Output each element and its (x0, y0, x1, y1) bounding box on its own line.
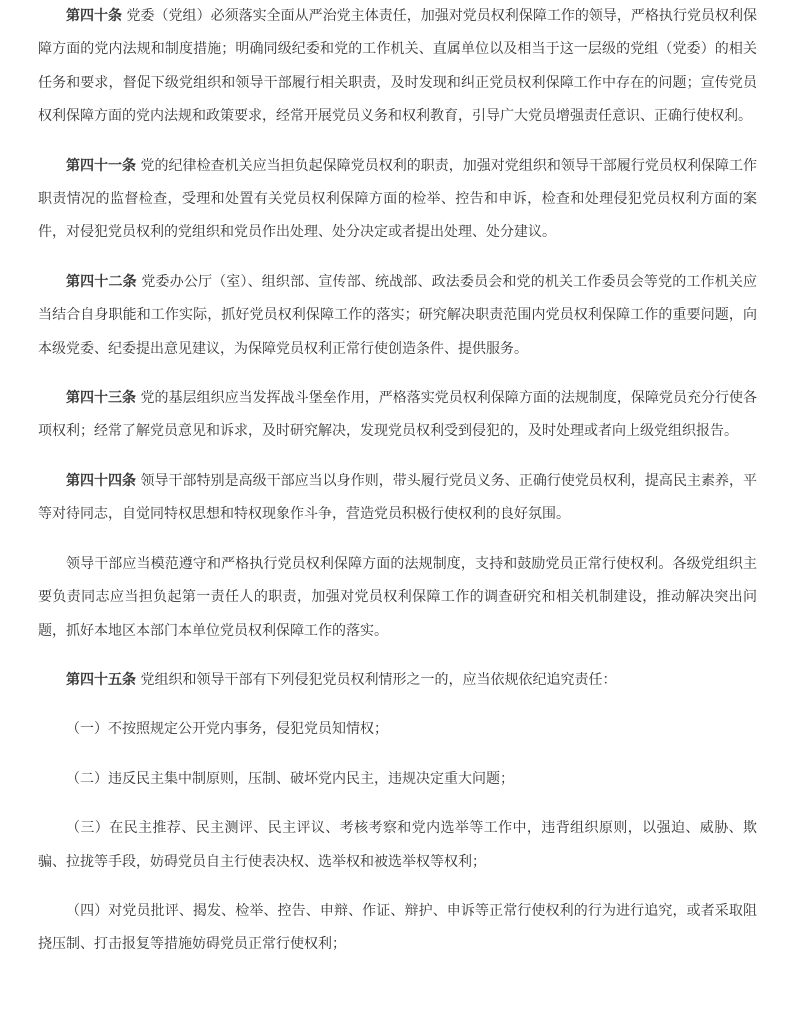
list-item-text: （三）在民主推荐、民主测评、民主评议、考核考察和党内选举等工作中，违背组织原则，以强迫、威胁、欺骗、拉拢等手段，妨碍党员自主行使表决权、选举权和被选举权等权利； (38, 820, 757, 870)
article-body: 党委办公厅（室）、组织部、宣传部、统战部、政法委员会和党的机关工作委员会等党的工作机关应当结合自身职能和工作实际，抓好党员权利保障工作的落实；研究解决职责范围内党员权利保障工作的重要问题，向本级党委、纪委提出意见建议，为保障党员权利正常行使创造条件、提供服务。 (38, 273, 758, 357)
article-45-item-2 (38, 763, 757, 796)
article-body: 党的基层组织应当发挥战斗堡垒作用，严格落实党员权利保障方面的法规制度，保障党员充分行使各项权利；经常了解党员意见和诉求，及时研究解决，发现党员权利受到侵犯的，及时处理或者向上级党组织报告。 (38, 390, 758, 440)
list-item-text: （二）违反民主集中制原则，压制、破坏党内民主，违规决定重大问题； (66, 770, 514, 787)
article-label: 第四十一条 (66, 157, 137, 174)
article-41 (38, 150, 757, 250)
article-label: 第四十三条 (66, 390, 137, 407)
article-45-item-4 (38, 895, 757, 962)
article-label: 第四十二条 (66, 273, 137, 290)
article-45-item-1 (38, 713, 757, 746)
article-label: 第四十四条 (66, 472, 137, 489)
list-item-text: （四）对党员批评、揭发、检举、控告、申辩、作证、辩护、申诉等正常行使权利的行为进行追究，或者采取阻挠压制、打击报复等措施妨碍党员正常行使权利； (38, 902, 757, 953)
article-body: 领导干部特别是高级干部应当以身作则，带头履行党员义务、正确行使党员权利，提高民主素养，平等对待同志，自觉同特权思想和特权现象作斗争，营造党员积极行使权利的良好氛围。 (38, 472, 758, 523)
article-body: 党的纪律检查机关应当担负起保障党员权利的职责，加强对党组织和领导干部履行党员权利保障工作职责情况的监督检查，受理和处置有关党员权利保障方面的检举、控告和申诉，检查和处理侵犯党员权利方面的案件，对侵犯党员权利的党组织和党员作出处理、处分决定或者提出处理、处分建议。 (38, 157, 758, 241)
article-44 (38, 465, 757, 532)
article-40 (38, 0, 757, 134)
article-body: 党委（党组）必须落实全面从严治党主体责任，加强对党员权利保障工作的领导，严格执行党员权利保障方面的党内法规和制度措施；明确同级纪委和党的工作机关、直属单位以及相当于这一层级的党组（党委）的相关任务和要求，督促下级党组织和领导干部履行相关职责，及时发现和纠正党员权利保障工作中存在的问题；宣传党员权利保障方面的党内法规和政策要求，经常开展党员义务和权利教育，引导广大党员增强责任意识、正确行使权利。 (38, 8, 757, 125)
article-label: 第四十五条 (66, 671, 136, 688)
article-label: 第四十条 (66, 8, 123, 24)
article-45-item-3 (38, 812, 757, 879)
article-44-paragraph-2 (38, 548, 757, 648)
article-body: 党组织和领导干部有下列侵犯党员权利情形之一的，应当依规依纪追究责任： (136, 671, 617, 688)
article-42 (38, 266, 757, 366)
article-body: 领导干部应当模范遵守和严格执行党员权利保障方面的法规制度，支持和鼓励党员正常行使权利。各级党组织主要负责同志应当担负起第一责任人的职责，加强对党员权利保障工作的调查研究和相关机制建设，推动解决突出问题，抓好本地区本部门本单位党员权利保障工作的落实。 (38, 555, 757, 639)
list-item-text: （一）不按照规定公开党内事务，侵犯党员知情权； (66, 721, 388, 738)
article-43 (38, 382, 757, 449)
article-45 (38, 664, 757, 697)
